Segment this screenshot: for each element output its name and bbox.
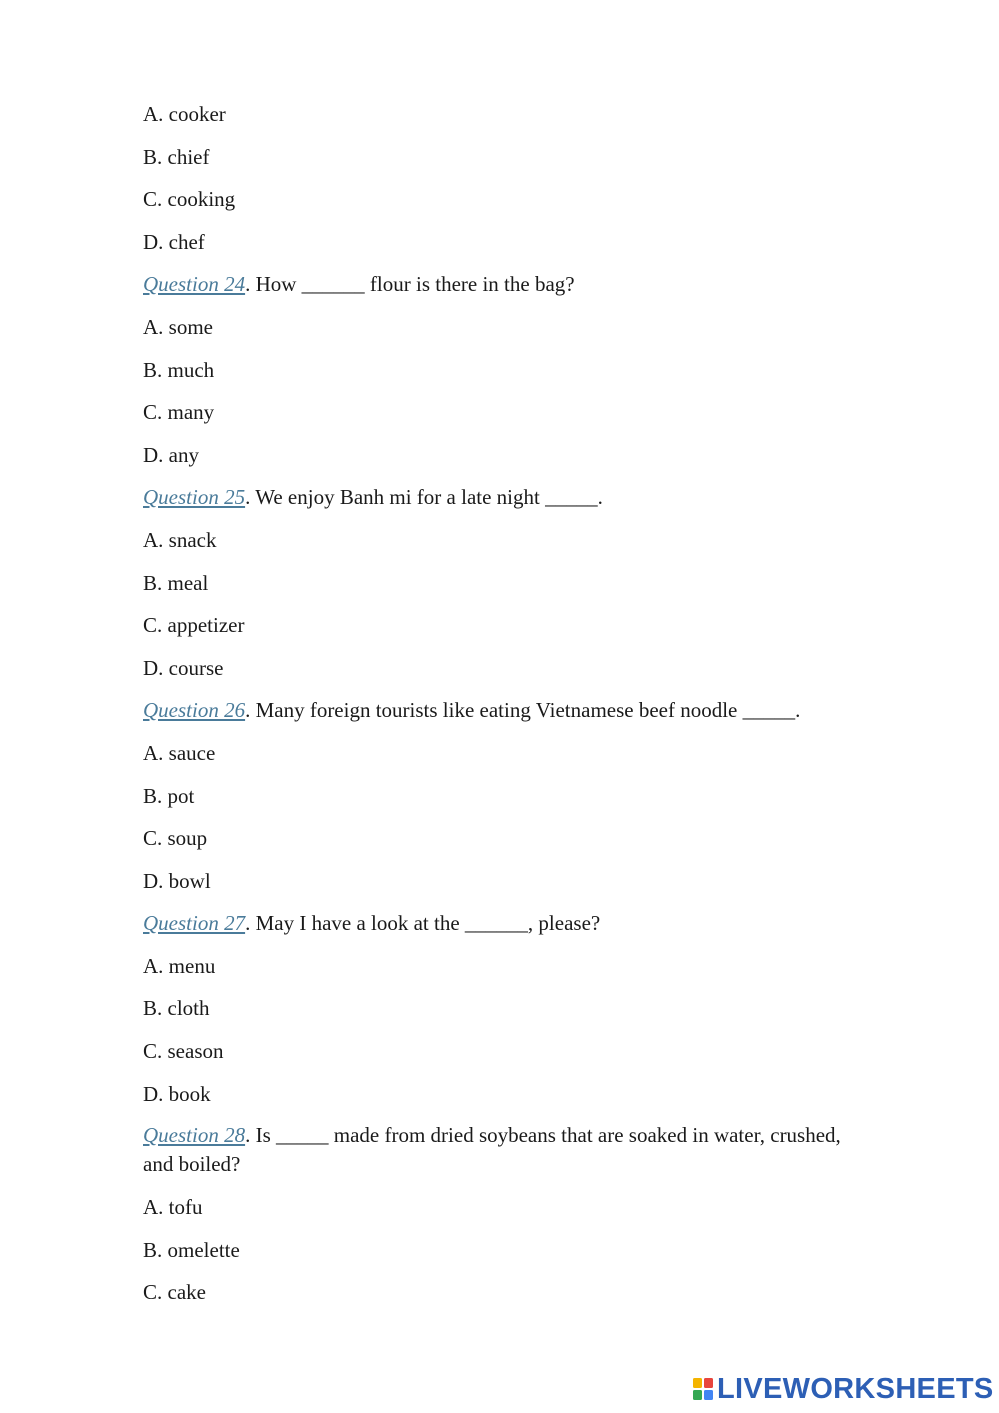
question-28 xyxy=(143,1115,843,1186)
question-25 xyxy=(143,476,903,519)
question-26-text: . Many foreign tourists like eating Vietnamese beef noodle _____. xyxy=(245,698,801,723)
question-24-link[interactable]: Question 24 xyxy=(143,272,246,297)
q27-option-b: B. cloth xyxy=(143,996,210,1021)
worksheet-page xyxy=(143,93,903,1314)
question-24-text: . How ______ flour is there in the bag? xyxy=(245,272,575,297)
q28-option-c: C. cake xyxy=(143,1280,206,1305)
q25-option-d: D. course xyxy=(143,655,224,680)
q27-option-a: A. menu xyxy=(143,953,216,978)
q26-option-d: D. bowl xyxy=(143,868,211,893)
q26-option-a: A. sauce xyxy=(143,740,216,765)
q28-option-b: B. omelette xyxy=(143,1237,240,1262)
q28-option-a: A. tofu xyxy=(143,1195,203,1220)
q27-option-d: D. book xyxy=(143,1081,211,1106)
q26-option-c: C. soup xyxy=(143,826,208,851)
question-26 xyxy=(143,689,903,732)
q24-option-c: C. many xyxy=(143,400,215,425)
q25-option-a: A. snack xyxy=(143,527,217,552)
q25-option-b: B. meal xyxy=(143,570,209,595)
q23-option-b: B. chief xyxy=(143,144,210,169)
question-24 xyxy=(143,263,903,306)
q24-option-d: D. any xyxy=(143,442,199,467)
question-26-link[interactable]: Question 26 xyxy=(143,698,246,723)
q24-option-a: A. some xyxy=(143,314,213,339)
liveworksheets-logo[interactable] xyxy=(692,1372,994,1406)
question-28-text: . Is _____ made from dried soybeans that are soaked in water, crushed, and boiled? xyxy=(143,1123,841,1177)
liveworksheets-logo-text: LIVEWORKSHEETS xyxy=(717,1372,994,1405)
q24-option-b: B. much xyxy=(143,357,215,382)
question-27-link[interactable]: Question 27 xyxy=(143,911,246,936)
question-28-link[interactable]: Question 28 xyxy=(143,1123,246,1148)
q23-option-d: D. chef xyxy=(143,229,205,254)
q26-option-b: B. pot xyxy=(143,783,195,808)
q25-option-c: C. appetizer xyxy=(143,613,245,638)
question-25-link[interactable]: Question 25 xyxy=(143,485,246,510)
q23-option-c: C. cooking xyxy=(143,187,236,212)
question-27-text: . May I have a look at the ______, please? xyxy=(245,911,601,936)
q23-option-a: A. cooker xyxy=(143,102,226,126)
liveworksheets-logo-icon xyxy=(692,1376,714,1402)
q27-option-c: C. season xyxy=(143,1039,224,1064)
question-27 xyxy=(143,902,903,945)
question-25-text: . We enjoy Banh mi for a late night _____. xyxy=(245,485,603,510)
